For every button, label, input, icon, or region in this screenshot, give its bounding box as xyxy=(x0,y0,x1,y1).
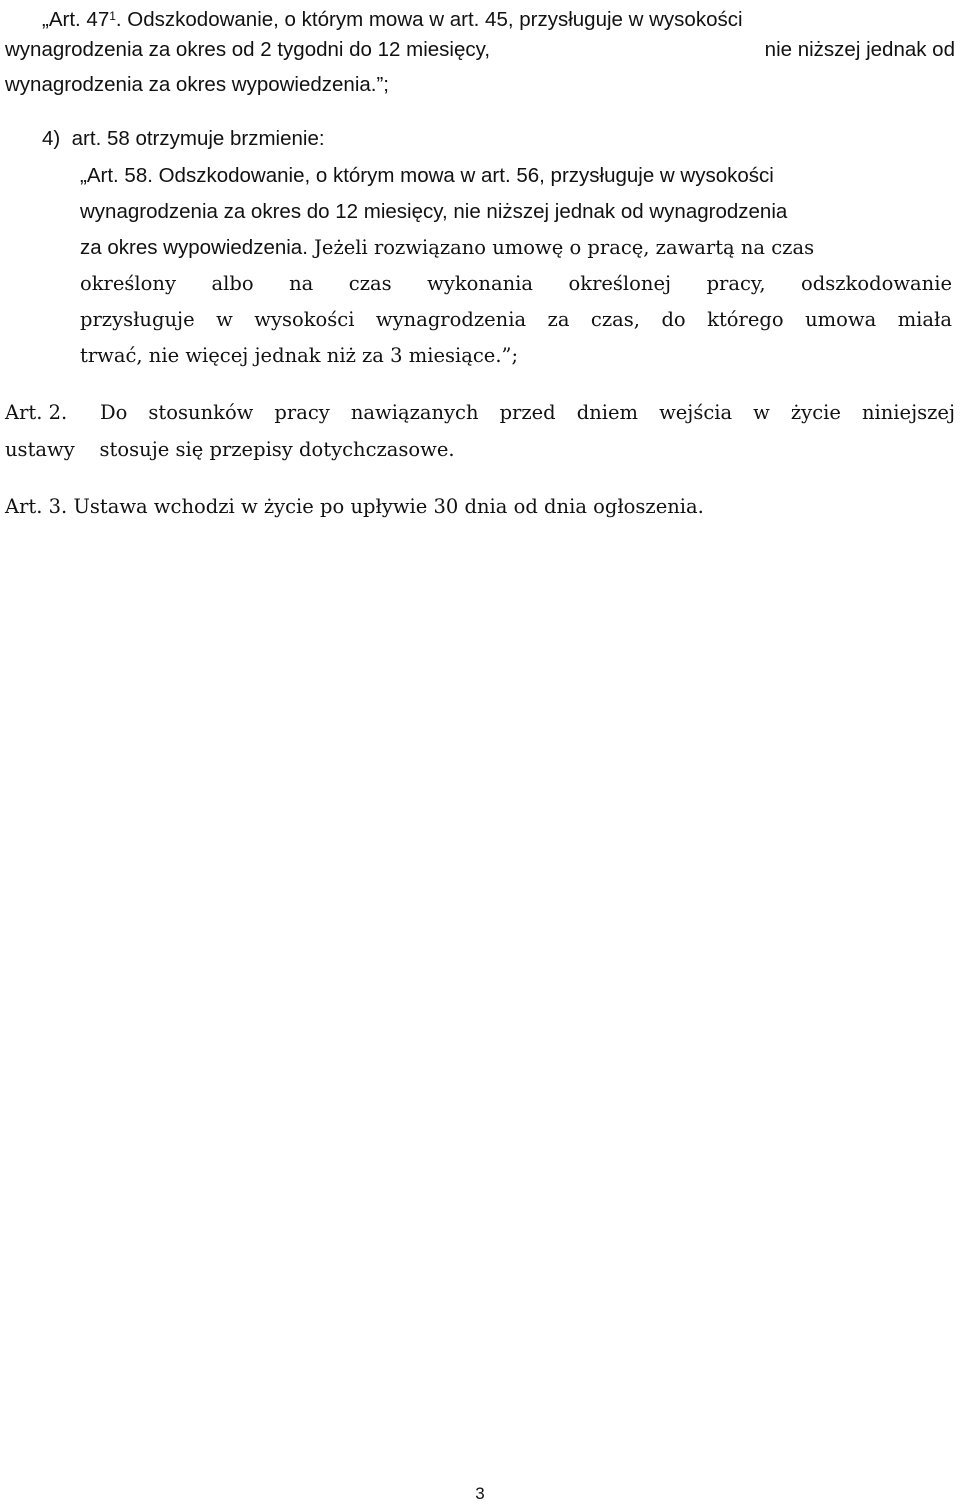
art2-line-1: Do stosunków pracy nawiązanych przed dniem wejścia w życie niniejszej xyxy=(100,401,955,424)
art47-line-3: wynagrodzenia za okres wypowiedzenia.”; xyxy=(5,73,390,96)
art47-line-2-right: nie niższej jednak od xyxy=(764,38,955,61)
art2-line-2-label: ustawy xyxy=(5,438,75,461)
art58-line-4: określony albo na czas wykonania określonej pracy, odszkodowanie xyxy=(80,272,952,295)
point-4-label: 4) xyxy=(42,127,61,150)
art58-line-6: trwać, nie więcej jednak niż za 3 miesiące.”; xyxy=(80,344,519,367)
art47-line-1-text: . Odszkodowanie, o którym mowa w art. 45, przysługuje w wysokości xyxy=(115,8,743,31)
point-4-text: art. 58 otrzymuje brzmienie: xyxy=(71,127,325,150)
art47-superscript: 1 xyxy=(109,9,116,23)
art58-line-5: przysługuje w wysokości wynagrodzenia za czas, do którego umowa miała xyxy=(80,308,952,331)
art58-line-1: „Art. 58. Odszkodowanie, o którym mowa w art. 56, przysługuje w wysokości xyxy=(80,164,774,187)
art2-line-2 xyxy=(5,432,455,468)
art2-line-2-text: stosuje się przepisy dotychczasowe. xyxy=(99,438,455,461)
art3-text: Art. 3. Ustawa wchodzi w życie po upływie 30 dnia od dnia ogłoszenia. xyxy=(5,495,704,518)
art58-line-3-sans: za okres wypowiedzenia. xyxy=(80,236,308,259)
art47-heading: „Art. 47 xyxy=(42,8,110,31)
art58-line-3-serif: Jeżeli rozwiązano umowę o pracę, zawartą na czas xyxy=(307,236,815,259)
art2-label: Art. 2. xyxy=(5,401,68,424)
art58-line-3 xyxy=(80,230,814,266)
art58-line-2: wynagrodzenia za okres do 12 miesięcy, nie niższej jednak od wynagrodzenia xyxy=(80,200,788,223)
art47-line-2-left: wynagrodzenia za okres od 2 tygodni do 12 miesięcy, xyxy=(5,38,491,61)
art47-line-2 xyxy=(5,32,955,68)
point-4 xyxy=(42,121,325,157)
page-number: 3 xyxy=(475,1484,485,1503)
